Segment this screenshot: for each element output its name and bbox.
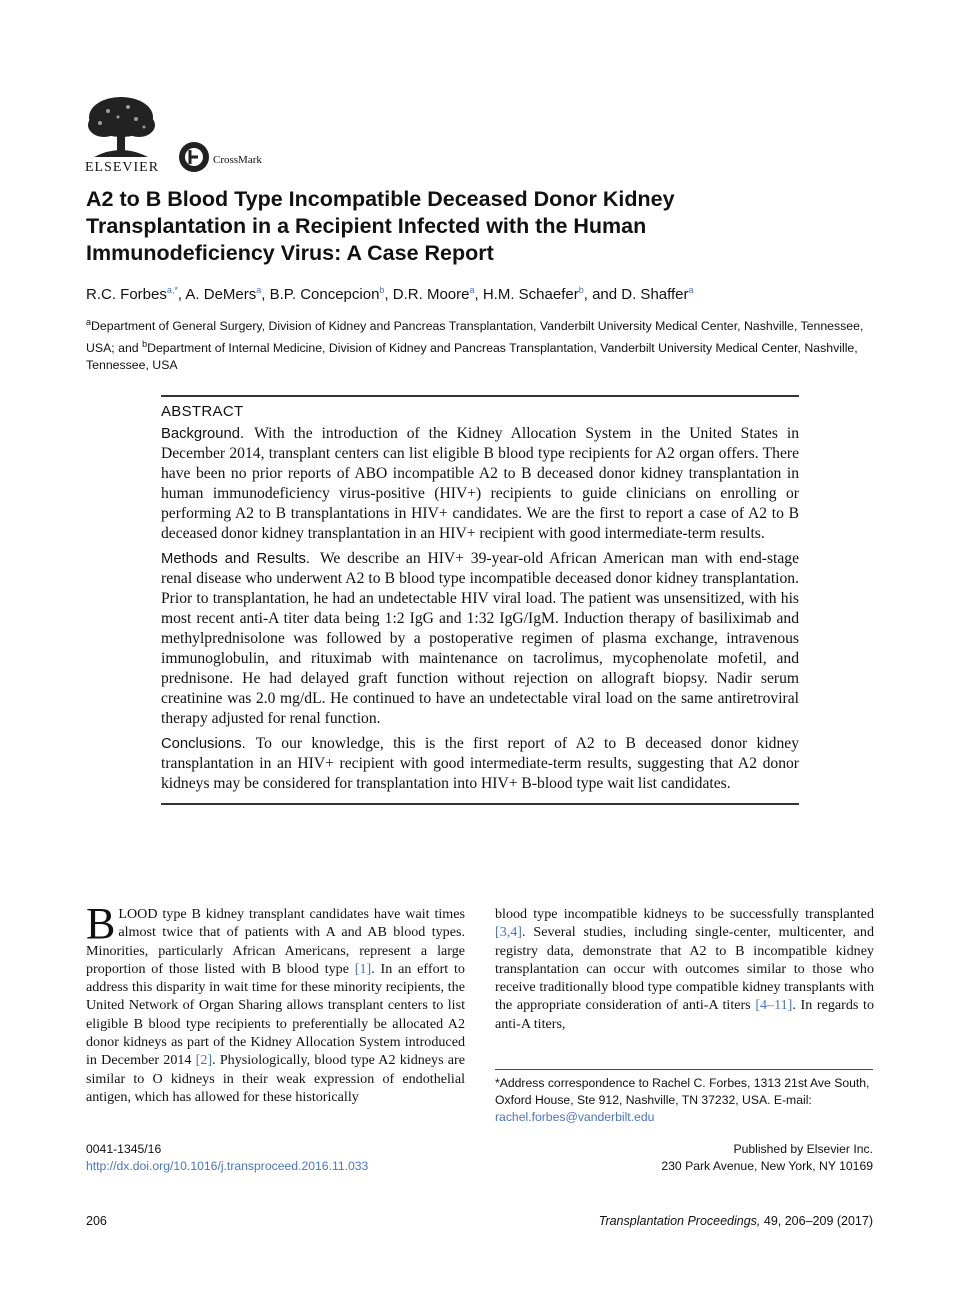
- abstract-heading: ABSTRACT: [161, 403, 244, 420]
- author-name: B.P. Concepcion: [269, 286, 380, 303]
- affiliations: $^a$Department of General Surgery, Division of Kidney and Pancreas Transplantation, Vanderbilt University Medical Center, Nashville, Tennessee, USA; and $^b$Department of Internal Medicine, Division of Kidney and Pancreas Transplantation, Vanderbilt University Medical Center, Nashville, Tennessee, USA: [86, 317, 864, 373]
- publisher-name: Published by Elsevier Inc.: [733, 1142, 873, 1156]
- crossmark-icon: [178, 141, 210, 178]
- citation-link[interactable]: [3,4]: [495, 924, 523, 941]
- article-title: A2 to B Blood Type Incompatible Deceased Donor Kidney Transplantation in a Recipient Infected with the Human Immunodeficiency Virus: A Case Report: [86, 187, 675, 265]
- crossmark-label: CrossMark: [213, 153, 262, 166]
- author-list: R.C. Forbes$^{a,*}$, A. DeMers$^a$, B.P. Concepcion$^b$, D.R. Moore$^a$, H.M. Schaefer$^b$, and D. Shaffer$^a$: [86, 285, 694, 303]
- author-affiliation-marker[interactable]: a,*: [166, 285, 178, 295]
- doi-link[interactable]: http://dx.doi.org/10.1016/j.transproceed.2016.11.033: [86, 1158, 369, 1173]
- journal-citation: Transplantation Proceedings, 49, 206–209 (2017): [598, 1214, 873, 1228]
- author-affiliation-marker[interactable]: b: [578, 285, 584, 295]
- abstract-box: [161, 395, 799, 805]
- abstract-background: Background. With the introduction of the Kidney Allocation System in the United States in December 2014, transplant centers can list eligible B blood type recipients for A2 organ offers. There have been no prior reports of ABO incompatible A2 to B deceased donor kidney transplantation in human immunodeficiency virus-positive (HIV+) recipients to guide clinicians on enrolling or performing A2 to B transplantations in HIV+ candidates. We are the first to report a case of A2 to B deceased donor kidney transplantation in an HIV+ recipient with good intermediate-term results.: [161, 425, 799, 542]
- correspondence-footnote: *Address correspondence to Rachel C. Forbes, 1313 21st Ave South, Oxford House, Ste 912, Nashville, TN 37232, USA. E-mail: rachel.forbes@vanderbilt.edu: [495, 1076, 870, 1124]
- elsevier-wordmark: ELSEVIER: [84, 160, 160, 175]
- body-column-left: BLOOD type B kidney transplant candidates have wait times almost twice that of patients with A and AB blood types. Minorities, particularly African Americans, represent a large proportion of those listed with B blood type [1]. In an effort to address this disparity in wait time for these minority recipients, the United Network of Organ Sharing allows transplant centers to list eligible B blood type recipients to preferentially be allocated A2 donor kidneys as part of the Kidney Allocation System introduced in December 2014 [2]. Physiologically, blood type A2 kidneys are similar to O kidneys in their weak expression of endothelial antigen, which has allowed for these historically: [86, 899, 465, 1105]
- abstract-section-label: Conclusions.: [161, 736, 246, 752]
- footnote-rule: [495, 1069, 873, 1070]
- citation-link[interactable]: [1]: [354, 960, 372, 977]
- abstract-top-rule: [161, 395, 799, 397]
- publisher-address: 230 Park Avenue, New York, NY 10169: [661, 1158, 873, 1173]
- issn: 0041-1345/16: [86, 1142, 162, 1156]
- author-affiliation-marker[interactable]: a: [469, 285, 475, 295]
- author-name: D. Shaffer: [621, 286, 689, 303]
- issn-block: [86, 1141, 368, 1174]
- author-name: R.C. Forbes: [86, 286, 167, 303]
- abstract-methods-results: Methods and Results. We describe an HIV+ 39-year-old African American man with end-stage renal disease who underwent A2 to B blood type incompatible deceased donor kidney transplantation. Prior to transplantation, he had an undetectable HIV viral load. The patient was unsensitized, with his most recent anti-A titer data being 1:2 IgG and 1:32 IgG/IgM. Induction therapy of basiliximab and methylprednisolone was followed by a postoperative regimen of plasma exchange, intravenous immunoglobulin, and rituximab with maintenance on tacrolimus, mycophenolate mofetil, and prednisone. He had delayed graft function without rejection on allograft biopsy. Nadir serum creatinine was 2.0 mg/dL. He continued to have an undetectable viral load on the same antiretroviral therapy adjusted for renal function.: [161, 550, 799, 727]
- page-number: 206: [86, 1214, 107, 1228]
- email-link[interactable]: rachel.forbes@vanderbilt.edu: [495, 1110, 655, 1124]
- author-name: A. DeMers: [185, 286, 257, 303]
- author-name: D.R. Moore: [392, 286, 470, 303]
- author-name: H.M. Schaefer: [482, 286, 579, 303]
- publisher-info: [661, 1141, 873, 1174]
- crossmark-badge[interactable]: [178, 141, 262, 178]
- abstract-bottom-rule: [161, 803, 799, 805]
- body-column-right: blood type incompatible kidneys to be successfully transplanted [3,4]. Several studies, including single-center, multicenter, and registry data, demonstrate that A2 to B incompatible kidney transplantation can occur with outcomes similar to those who receive traditionally blood type compatible kidney transplants with the appropriate consideration of anti-A titers [4–11]. In regards to anti-A titers,: [495, 906, 874, 1032]
- author-affiliation-marker[interactable]: b: [379, 285, 385, 295]
- drop-cap: B: [86, 899, 116, 948]
- citation-link[interactable]: [2]: [195, 1052, 213, 1069]
- author-affiliation-marker[interactable]: a: [688, 285, 694, 295]
- abstract-conclusions: Conclusions. To our knowledge, this is the first report of A2 to B deceased donor kidney transplantation in an HIV+ recipient with good intermediate-term results, suggesting that A2 donor kidneys may be considered for transplantation into HIV+ B-blood type wait list candidates.: [161, 735, 799, 792]
- citation-link[interactable]: [4–11]: [755, 997, 793, 1014]
- abstract-section-label: Background.: [161, 426, 245, 442]
- abstract-section-label: Methods and Results.: [161, 551, 310, 567]
- author-affiliation-marker[interactable]: a: [256, 285, 262, 295]
